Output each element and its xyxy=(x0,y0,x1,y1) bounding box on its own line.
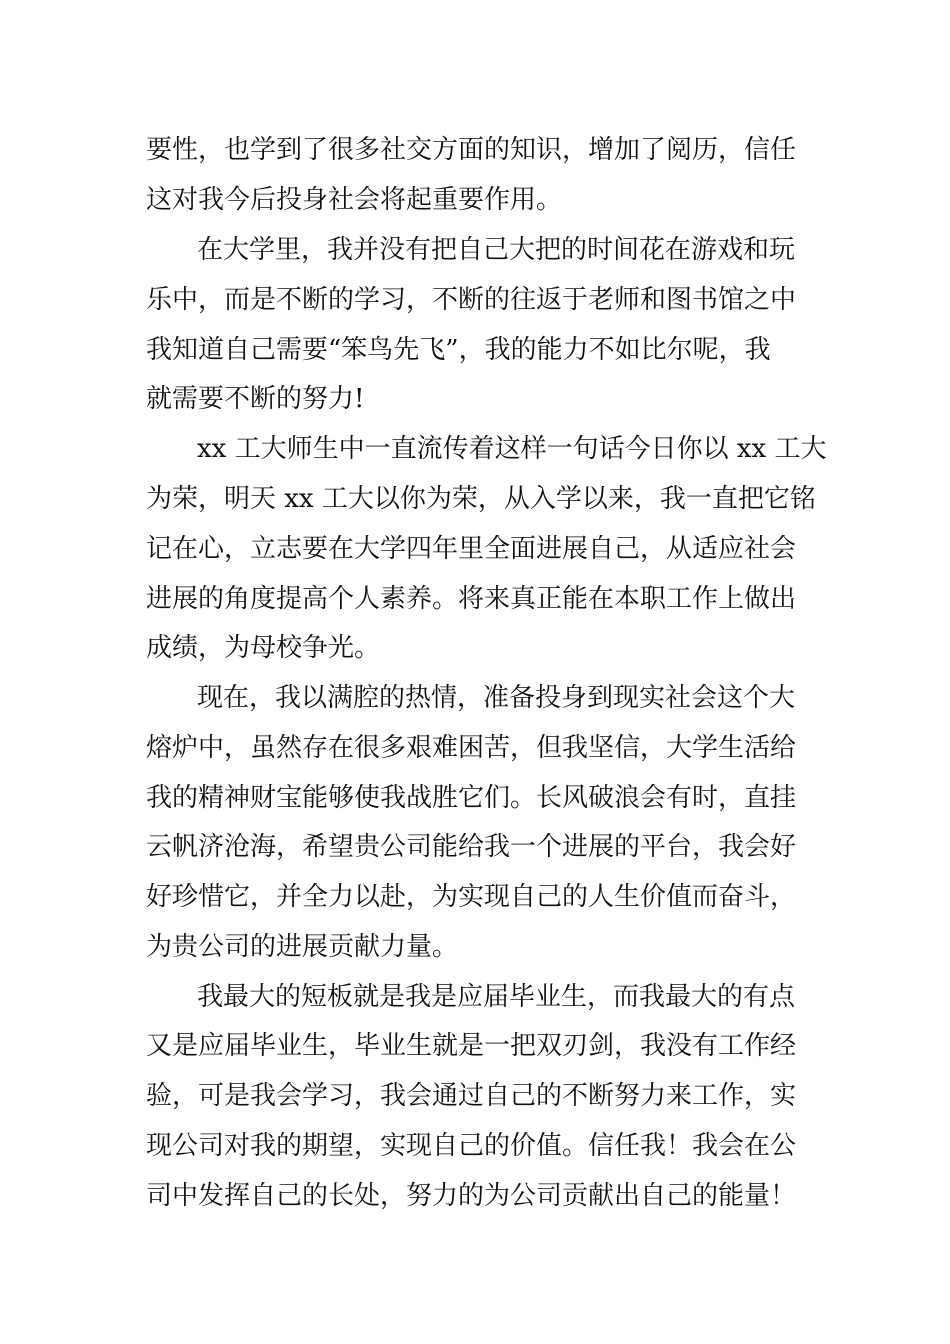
text-line: 乐中，而是不断的学习，不断的往返于老师和图书馆之中 xyxy=(146,285,797,315)
text-line: 就需要不断的努力! xyxy=(146,384,365,414)
paragraph-first-line: 我最大的短板就是我是应届毕业生，而我最大的有点 xyxy=(197,982,796,1012)
paragraph-first-line: 现在，我以满腔的热情，准备投身到现实社会这个大 xyxy=(197,683,796,713)
text-line: 验，可是我会学习，我会通过自己的不断努力来工作，实 xyxy=(146,1081,797,1111)
text-line: 为荣，明天 xx 工大以你为荣，从入学以来，我一直把它铭 xyxy=(146,484,816,514)
paragraph-first-line: 在大学里，我并没有把自己大把的时间花在游戏和玩 xyxy=(197,235,796,265)
text-line: 我的精神财宝能够使我战胜它们。长风破浪会有时，直挂 xyxy=(146,783,797,813)
text-line: 要性，也学到了很多社交方面的知识，增加了阅历，信任 xyxy=(146,135,797,165)
text-line: 这对我今后投身社会将起重要作用。 xyxy=(146,185,563,215)
text-line: 进展的角度提高个人素养。将来真正能在本职工作上做出 xyxy=(146,584,797,614)
text-line: 记在心，立志要在大学四年里全面进展自己，从适应社会 xyxy=(146,534,797,564)
text-line: 司中发挥自己的长处，努力的为公司贡献出自己的能量！ xyxy=(146,1181,797,1211)
text-line: 好珍惜它，并全力以赴，为实现自己的人生价值而奋斗， xyxy=(146,882,797,912)
text-line: 熔炉中，虽然存在很多艰难困苦，但我坚信，大学生活给 xyxy=(146,733,797,763)
text-line: 又是应届毕业生，毕业生就是一把双刃剑，我没有工作经 xyxy=(146,1031,797,1061)
text-line: 成绩，为母校争光。 xyxy=(146,633,381,663)
text-line: 我知道自己需要“笨鸟先飞”，我的能力不如比尔呢，我 xyxy=(146,335,771,365)
text-line: 为贵公司的进展贡献力量。 xyxy=(146,932,459,962)
text-line: 现公司对我的期望，实现自己的价值。信任我！我会在公 xyxy=(146,1131,797,1161)
text-line: 云帆济沧海，希望贵公司能给我一个进展的平台，我会好 xyxy=(146,832,797,862)
paragraph-first-line: xx 工大师生中一直流传着这样一句话今日你以 xx 工大 xyxy=(197,434,827,464)
